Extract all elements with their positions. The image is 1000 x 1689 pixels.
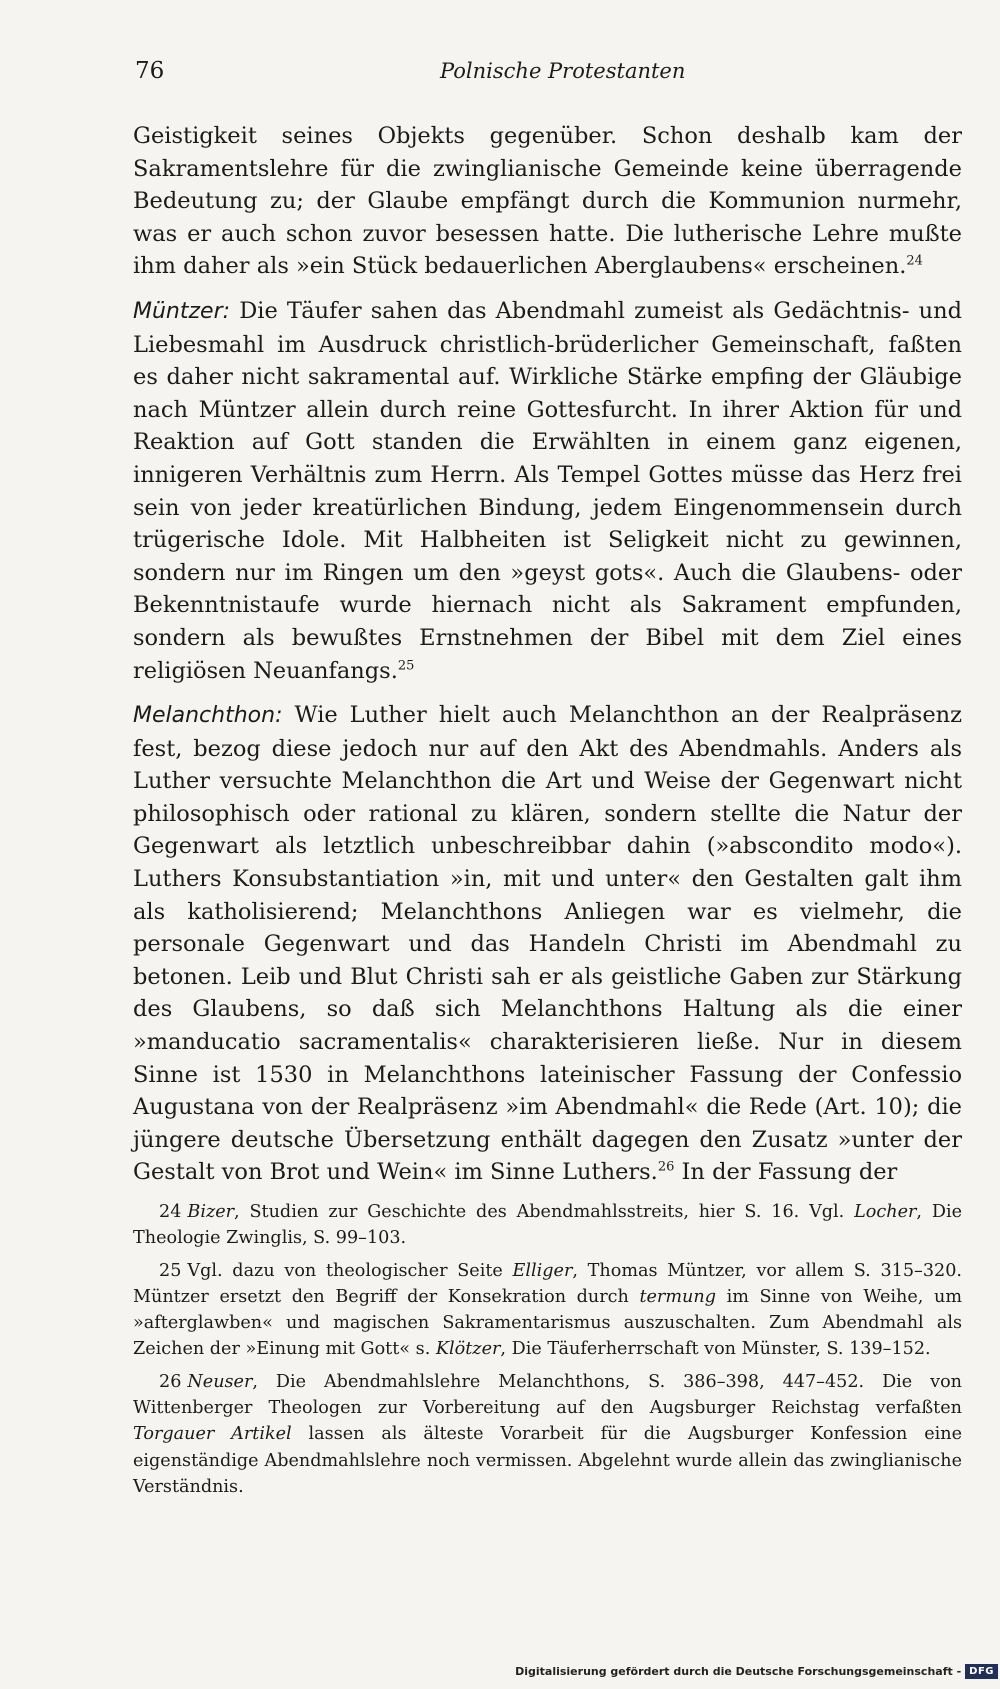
footnote-number: 24 (159, 1202, 182, 1222)
footnote-text: lassen als älteste Vorarbeit für die Augsburger Konfession eine eigenständige Abendmahlslehre noch vermissen. Abgelehnt wurde allein das zwinglianische Verständnis. (133, 1424, 962, 1497)
footnote-text: , Thomas Müntzer, vor allem S. 315–320. Müntzer ersetzt den Begriff der Konsekration durch (133, 1260, 962, 1307)
footnote-text: im Sinne von Weihe, um »afterglawben« und magischen Sakramentarismus auszuschalten. Zum Abendmahl als Zeichen der »Einung mit Gott« s. (133, 1286, 962, 1360)
runin-heading-melanchthon: Melanchthon: (133, 703, 283, 729)
paragraph-melanchthon (133, 699, 962, 1189)
footnote-text: , Studien zur Geschichte des Abendmahlsstreits, hier S. 16. Vgl. (234, 1202, 855, 1222)
footnote-24 (133, 1199, 962, 1252)
page-number: 76 (135, 58, 165, 84)
running-head: Polnische Protestanten (440, 59, 686, 83)
footnote-text: , Die Theologie Zwinglis, S. 99–103. (133, 1202, 962, 1249)
digitization-credit (515, 1661, 998, 1681)
footnote-text: , Die Täuferherrschaft von Münster, S. 139–152. (500, 1339, 931, 1360)
dfg-logo: DFG (965, 1664, 998, 1679)
paragraph-melanchthon-text: Wie Luther hielt auch Melanchthon an der Realpräsenz fest, bezog diese jedoch nur auf den Akt des Abendmahls. Anders als Luther versuchte Melanchthon die Art und Weise der Gegenwart nicht philosophisch oder rational zu klären, sondern stellte die Natur der Gegenwart als letztlich unbeschreibbar dahin (»abscondito modo«). Luthers Konsubstantiation »in, mit und unter« den Gestalten galt ihm als katholisierend; Melanchthons Anliegen war es vielmehr, die personale Gegenwart und das Handeln Christi im Abendmahl zu betonen. Leib und Blut Christi sah er als geistliche Gaben zur Stärkung des Glaubens, so daß sich Melanchthons Haltung als die einer »manducatio sacramentalis« charakterisieren ließe. Nur in diesem Sinne ist 1530 in Melanchthons lateinischer Fassung der Confessio Augustana von der Realpräsenz »im Abendmahl« die Rede (Art. 10); die jüngere deutsche Übersetzung enthält dagegen den Zusatz »unter der Gestalt von Brot und Wein« im Sinne Luthers. (133, 702, 962, 1186)
footnote-ref-25[interactable]: 25 (397, 658, 415, 673)
footnote-ref-26[interactable]: 26 (657, 1159, 675, 1175)
footnote-text: , Die Abendmahlslehre Melanchthons, S. 386–398, 447–452. Die von Wittenberger Theologen zur Vorbereitung auf den Augsburger Reichstag verfaßten (133, 1371, 962, 1419)
footnote-author: Bizer (187, 1202, 235, 1222)
footnote-author: termung (639, 1286, 716, 1307)
credit-text: Digitalisierung gefördert durch die Deutsche Forschungsgemeinschaft - (515, 1664, 962, 1678)
page-header (135, 58, 963, 92)
paragraph-1-text: Geistigkeit seines Objekts gegenüber. Schon deshalb kam der Sakramentslehre für die zwinglianische Gemeinde keine überragende Bedeutung zu; der Glaube empfängt durch die Kommunion nurmehr, was er auch schon zuvor besessen hatte. Die lutherische Lehre mußte ihm daher als »ein Stück bedauerlichen Aberglaubens« erscheinen. (133, 123, 962, 280)
footnote-number: 26 (159, 1371, 182, 1392)
footnote-25 (133, 1258, 962, 1363)
paragraph-muentzer (133, 295, 962, 687)
footnote-ref-24[interactable]: 24 (906, 253, 923, 269)
main-text (133, 120, 962, 1201)
footnote-author: Elliger (512, 1260, 573, 1281)
footnote-26 (133, 1369, 962, 1500)
paragraph-1 (133, 120, 962, 283)
footnote-author: Klötzer (435, 1339, 501, 1360)
paragraph-muentzer-text: Die Täufer sahen das Abendmahl zumeist als Gedächtnis- und Liebesmahl im Ausdruck christlich-brüderlicher Gemeinschaft, faßten es daher nicht sakramental auf. Wirkliche Stärke empfing der Gläubige nach Müntzer allein durch reine Gottesfurcht. In ihrer Aktion für und Reaktion auf Gott standen die Erwählten in einem ganz eigenen, innigeren Verhältnis zum Herrn. Als Tempel Gottes müsse das Herz frei sein von jeder kreatürlichen Bindung, jedem Eingenommensein durch trügerische Idole. Mit Halbheiten ist Seligkeit nicht zu gewinnen, sondern nur im Ringen um den »geyst gots«. Auch die Glaubens- oder Bekenntnistaufe wurde hiernach nicht als Sakrament empfunden, sondern als bewußtes Ernstnehmen der Bibel mit dem Ziel eines religiösen Neuanfangs. (133, 297, 962, 684)
paragraph-melanchthon-text-end: In der Fassung der (674, 1159, 898, 1186)
footnote-number: 25 (159, 1260, 182, 1281)
footnote-author: Neuser (187, 1371, 253, 1392)
runin-heading-muentzer: Müntzer: (133, 298, 231, 324)
footnote-author: Locher (854, 1202, 917, 1222)
footnote-text: Vgl. dazu von theologischer Seite (187, 1260, 513, 1281)
footnote-author: Torgauer Artikel (133, 1424, 292, 1445)
footnotes (133, 1199, 962, 1506)
